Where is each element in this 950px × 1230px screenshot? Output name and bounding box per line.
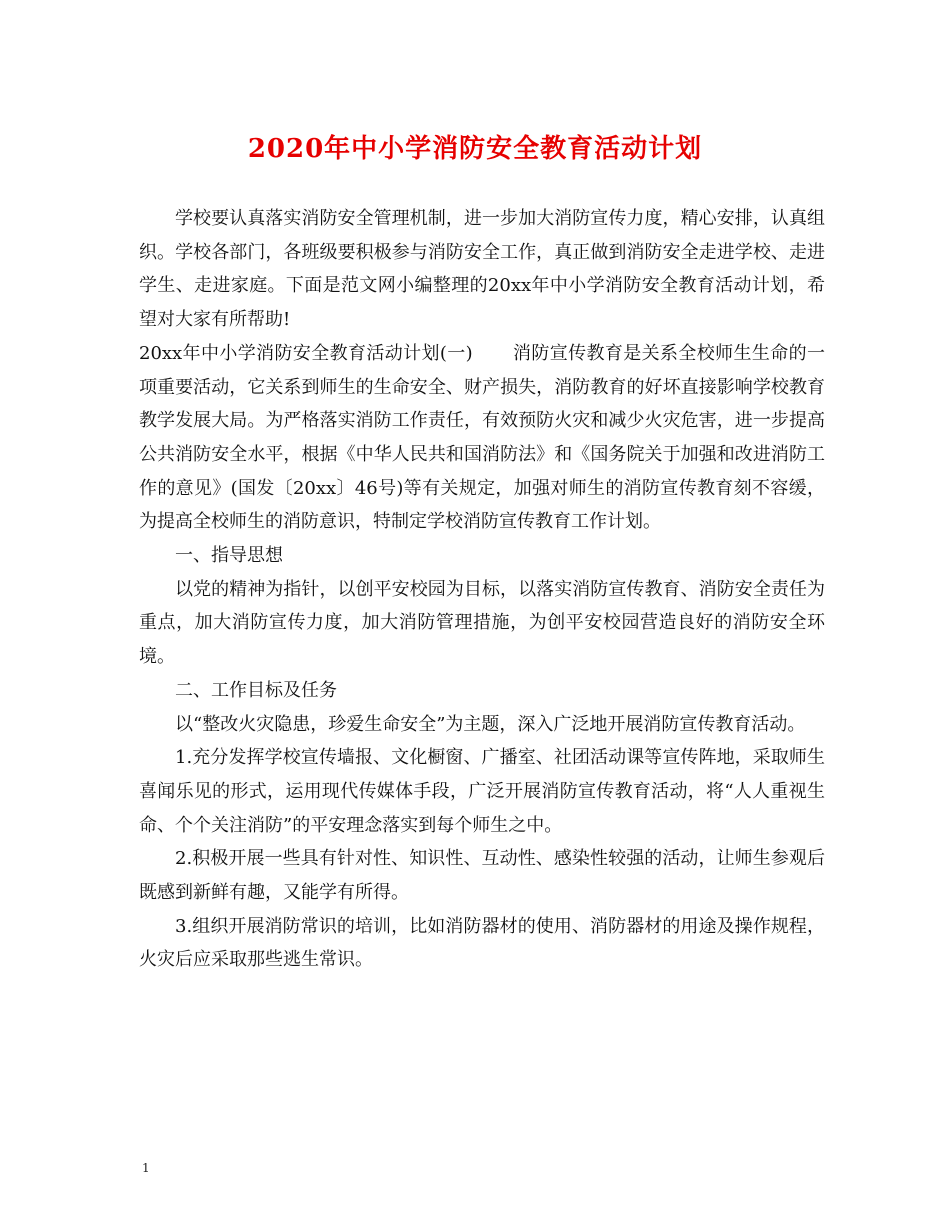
document-body [139,202,825,977]
heading-guiding-ideology: 一、指导思想 [175,545,283,567]
intro-paragraph: 学校要认真落实消防安全管理机制，进一步加大消防宣传力度，精心安排，认真组织。学校各部门，各班级要积极参与消防安全工作，真正做到消防安全走进学校、走进学生、走进家庭。下面是范文网小编整理的20xx年中小学消防安全教育活动计划，希望对大家有所帮助! [139,208,825,331]
list-item-2: 2.积极开展一些具有针对性、知识性、互动性、感染性较强的活动，让师生参观后既感到新鲜有趣，又能学有所得。 [139,848,825,904]
paragraph-goals-tasks: 以“整改火灾隐患，珍爱生命安全”为主题，深入广泛地开展消防宣传教育活动。 [175,713,806,735]
list-item-1: 1.充分发挥学校宣传墙报、文化橱窗、广播室、社团活动课等宣传阵地，采取师生喜闻乐见的形式，运用现代传媒体手段，广泛开展消防宣传教育活动，将“人人重视生命、个个关注消防”的平安理念落实到每个师生之中。 [139,747,825,836]
section-heading: 20xx年中小学消防安全教育活动计划(一) [139,342,473,364]
list-item-3: 3.组织开展消防常识的培训，比如消防器材的使用、消防器材的用途及操作规程，火灾后应采取那些逃生常识。 [139,915,825,971]
heading-goals-tasks: 二、工作目标及任务 [175,679,337,701]
page-number: 1 [142,1161,150,1175]
document-title: 2020年中小学消防安全教育活动计划 [247,134,703,164]
section-first-paragraph-text: 消防宣传教育是关系全校师生生命的一项重要活动，它关系到师生的生命安全、财产损失，消防教育的好坏直接影响学校教育教学发展大局。为严格落实消防工作责任，有效预防火灾和减少火灾危害，进一步提高公共消防安全水平，根据《中华人民共和国消防法》和《国务院关于加强和改进消防工作的意见》(国发〔20xx〕46号)等有关规定，加强对师生的消防宣传教育刻不容缓，为提高全校师生的消防意识，特制定学校消防宣传教育工作计划。 [139,342,825,533]
paragraph-guiding-ideology: 以党的精神为指针，以创平安校园为目标，以落实消防宣传教育、消防安全责任为重点，加大消防宣传力度，加大消防管理措施，为创平安校园营造良好的消防安全环境。 [139,578,825,668]
section-first-paragraph [139,337,825,539]
